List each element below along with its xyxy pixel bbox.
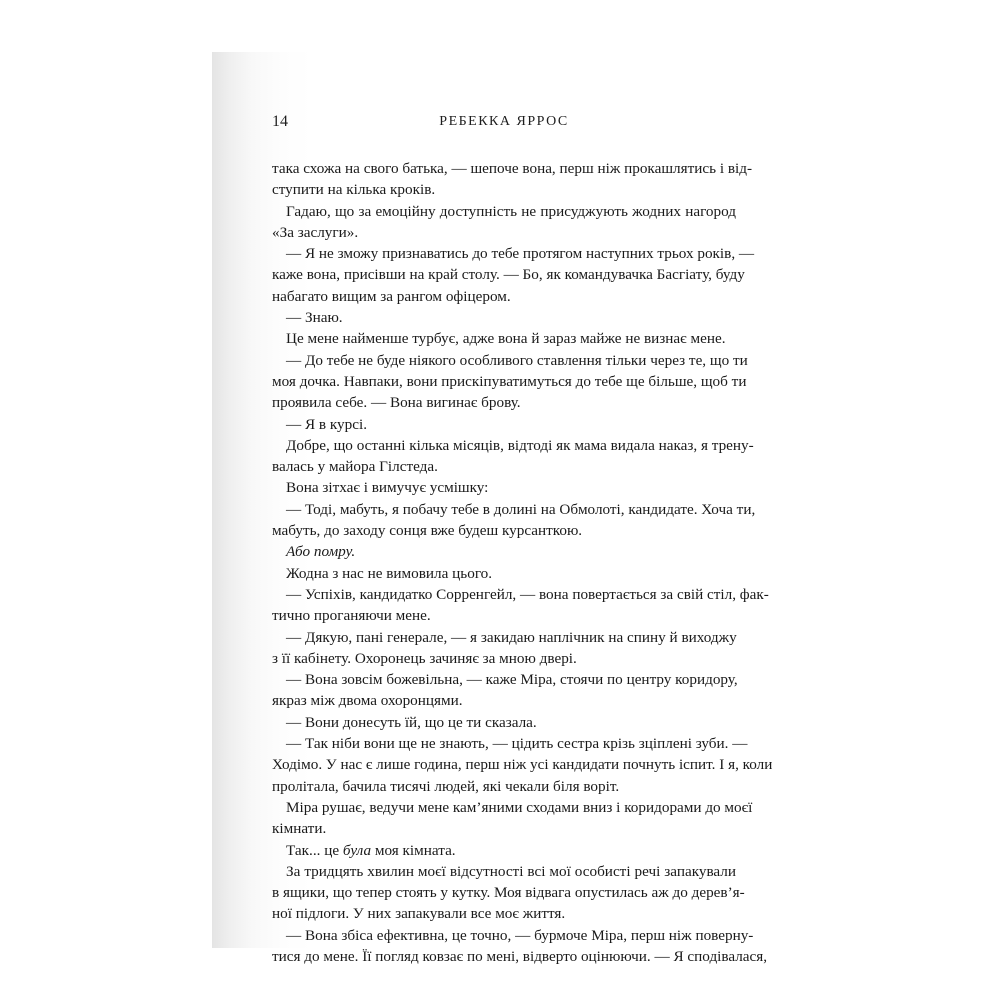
text-segment: За тридцять хвилин моєї відсутності всі мої особисті речі запакували [286,862,736,880]
text-line [272,797,753,818]
text-segment: — Вони донесуть їй, що це ти сказала. [286,713,537,731]
text-line [272,307,736,328]
text-segment: кімнати. [272,820,327,838]
text-segment: — Тоді, мабуть, я побачу тебе в долині на Обмолоті, кандидате. Хоча ти, [286,500,756,518]
text-segment: — Вона збіса ефективна, це точно, — бурмоче Міра, перш ніж поверну- [286,926,754,944]
text-segment: каже вона, присівши на край столу. — Бо, як командувачка Басгіату, буду [272,266,745,284]
text-segment: — Знаю. [286,309,343,327]
text-segment: Це мене найменше турбує, адже вона й зараз майже не визнає мене. [286,330,726,348]
body-text [272,158,773,967]
text-line [272,222,736,243]
text-line [272,925,754,946]
text-line [272,690,736,711]
text-segment: якраз між двома охоронцями. [272,692,463,710]
text-segment: мабуть, до заходу сонця вже будеш курсанткою. [272,522,583,540]
text-line [272,435,754,456]
page-header [272,112,736,132]
text-segment: Добре, що останні кілька місяців, відтоді як мама видала наказ, я трену- [286,436,754,454]
text-line [272,520,736,541]
text-segment: Жодна з нас не вимовила цього. [286,564,493,582]
text-segment: проявила себе. — Вона вигинає брову. [272,394,521,412]
text-line [272,456,736,477]
text-segment: моя дочка. Навпаки, вони прискіпуватимуться до тебе ще більше, щоб ти [272,372,747,390]
text-segment: ної підлоги. У них запакували все моє життя. [272,905,566,923]
text-segment: — Дякую, пані генерале, — я закидаю наплічник на спину й виходжу [286,628,737,646]
text-line [272,264,745,285]
text-segment: — Успіхів, кандидатко Сорренгейл, — вона повертається за свій стіл, фак- [286,585,769,603]
text-line [272,392,736,413]
text-line [272,243,755,264]
text-segment: в ящики, що тепер стоять у кутку. Моя відвага опустилась аж до дерев’я- [272,884,745,902]
text-line [272,861,736,882]
text-line [272,158,753,179]
text-line [272,499,756,520]
text-segment: з її кабінету. Охоронець зачиняє за мною двері. [272,649,577,667]
text-segment: Або помру. [286,543,356,561]
text-line [272,350,748,371]
text-segment: — До тебе не буде ніякого особливого ставлення тільки через те, що ти [286,351,748,369]
text-segment: тично проганяючи мене. [272,607,431,625]
text-segment: Так... це [286,841,343,859]
text-segment: — Так ніби вони ще не знають, — цідить сестра крізь зціплені зуби. — [286,735,748,753]
text-line [272,882,745,903]
italic-word: була [342,841,372,859]
text-segment: ступити на кілька кроків. [272,181,436,199]
text-segment: набагато вищим за рангом офіцером. [272,287,511,305]
text-line [272,946,768,967]
text-segment: тися до мене. Її погляд ковзає по мені, відверто оцінюючи. — Я сподівалася, [272,947,768,965]
text-line [272,414,736,435]
text-line [272,754,773,775]
text-segment: пролітала, бачила тисячі людей, які чекали біля воріт. [272,777,620,795]
text-line [272,818,736,839]
text-line [272,648,736,669]
text-segment: «За заслуги». [272,223,359,241]
text-segment: валась у майора Гілстеда. [272,458,438,476]
text-segment: Вона зітхає і вимучує усмішку: [286,479,489,497]
text-segment: Гадаю, що за емоційну доступність не присуджують жодних нагород [286,202,736,220]
page-number: 14 [272,113,288,130]
text-line [272,328,736,349]
text-line [272,179,736,200]
running-head-author: РЕБЕККА ЯРРОС [439,114,569,129]
text-line [272,541,736,562]
text-line [272,712,736,733]
text-segment: — Вона зовсім божевільна, — каже Міра, стоячи по центру коридору, [286,671,738,689]
text-line [272,477,736,498]
text-segment: — Я в курсі. [286,415,367,433]
text-line [272,563,736,584]
text-line [272,605,736,626]
text-line [272,584,769,605]
text-line [272,286,736,307]
text-segment: така схожа на свого батька, — шепоче вона, перш ніж прокашлятись і від- [272,160,753,177]
text-segment: Ходімо. У нас є лише година, перш ніж усі кандидати почнуть іспит. І я, коли [272,756,773,774]
text-line [272,776,736,797]
text-segment: — Я не зможу признаватись до тебе протягом наступних трьох років, — [286,245,755,263]
text-line [272,840,736,861]
text-segment: Міра рушає, ведучи мене кам’яними сходами вниз і коридорами до моєї [286,798,753,816]
text-line [272,627,736,648]
text-line [272,903,736,924]
text-line [272,371,747,392]
text-line [272,669,736,690]
text-line [272,733,748,754]
text-segment: моя кімната. [371,841,456,859]
text-line [272,201,736,222]
